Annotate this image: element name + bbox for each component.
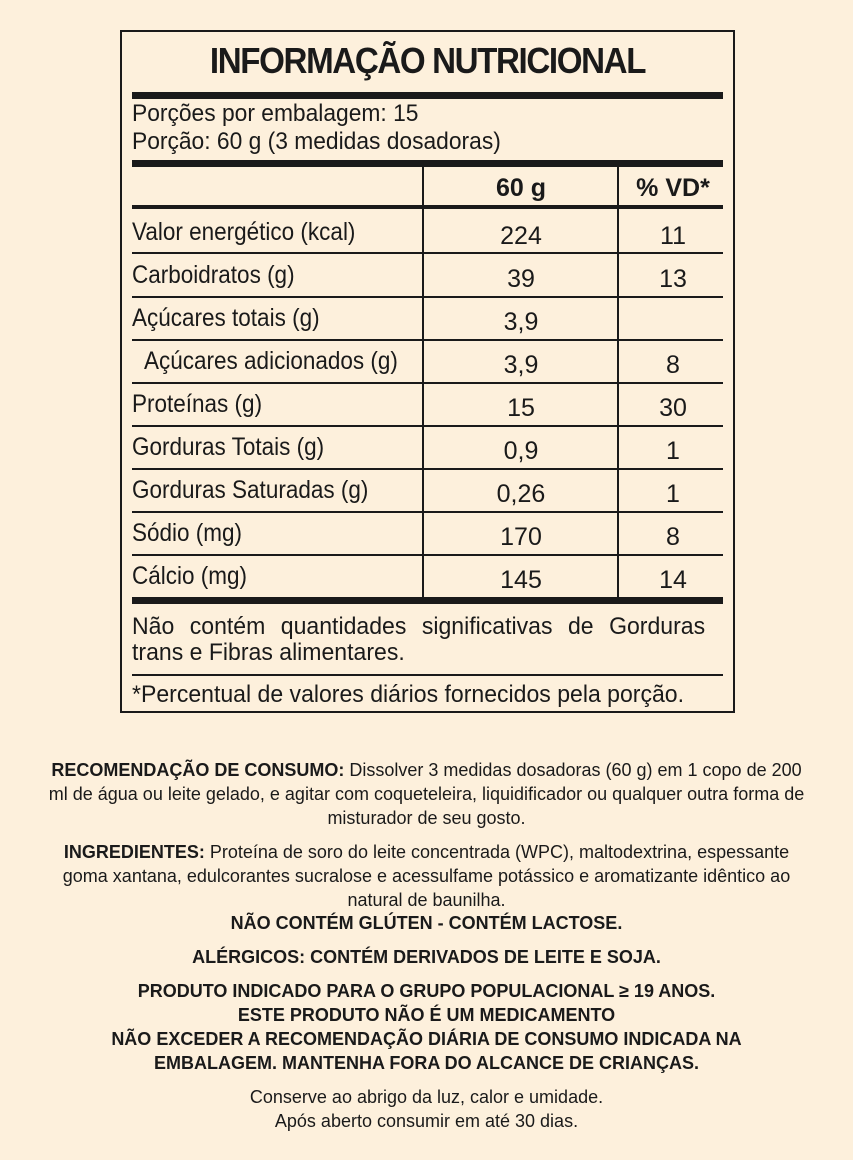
row-value: 0,26: [496, 480, 546, 508]
row-divider: [132, 674, 723, 676]
row-value: 3,9: [503, 308, 539, 336]
allergens-notice: ALÉRGICOS: CONTÉM DERIVADOS DE LEITE E SOJA.: [192, 947, 661, 967]
row-value: 15: [507, 394, 535, 422]
thick-divider: [132, 92, 723, 99]
recommendation-text: Dissolver 3 medidas dosadoras (60 g) em 1 copo de 200 ml de água ou leite gelado, e agitar com coqueteleira, liquidificador ou qualquer outra forma de misturador de seu gosto.: [48, 760, 805, 828]
row-label: Açúcares totais (g): [132, 304, 320, 332]
thick-divider: [132, 160, 723, 167]
storage-notice: Conserve ao abrigo da luz, calor e umidade.: [249, 1087, 604, 1107]
row-label: Açúcares adicionados (g): [144, 347, 398, 375]
ingredients-label: INGREDIENTES:: [63, 842, 205, 862]
row-divider: [132, 339, 723, 341]
header-divider: [132, 205, 723, 209]
not-medicine-notice: ESTE PRODUTO NÃO É UM MEDICAMENTO: [237, 1005, 616, 1025]
gluten-lactose-notice: NÃO CONTÉM GLÚTEN - CONTÉM LACTOSE.: [230, 913, 623, 933]
row-divider: [132, 554, 723, 556]
row-dv: 30: [659, 394, 687, 422]
row-divider: [132, 468, 723, 470]
row-label: Proteínas (g): [132, 390, 263, 418]
row-divider: [132, 511, 723, 513]
row-label: Valor energético (kcal): [132, 218, 356, 246]
column-header-dv: % VD*: [636, 174, 710, 202]
row-dv: 11: [660, 222, 686, 250]
recommendation-label: RECOMENDAÇÃO DE CONSUMO:: [51, 760, 345, 780]
row-divider: [132, 425, 723, 427]
after-opening-notice: Após aberto consumir em até 30 dias.: [274, 1111, 579, 1131]
row-value: 170: [500, 523, 542, 551]
row-label: Gorduras Saturadas (g): [132, 476, 369, 504]
table-title: INFORMAÇÃO NUTRICIONAL: [209, 40, 646, 81]
row-dv: 1: [666, 437, 680, 465]
row-divider: [132, 252, 723, 254]
row-divider: [132, 296, 723, 298]
row-label: Sódio (mg): [132, 519, 243, 547]
footnote-daily-values: *Percentual de valores diários fornecidos pela porção.: [132, 681, 685, 708]
row-dv: 8: [666, 351, 680, 379]
ingredients: [0, 840, 853, 912]
row-label: Gorduras Totais (g): [132, 433, 325, 461]
ingredients-text: Proteína de soro do leite concentrada (WPC), maltodextrina, espessante goma xantana, edulcorantes sucralose e acessulfame potássico e aromatizante idêntico ao natural de baunilha.: [62, 842, 791, 910]
thick-divider: [132, 597, 723, 604]
nutrition-facts-table: [120, 30, 735, 713]
row-dv: 14: [659, 566, 687, 594]
row-label: Cálcio (mg): [132, 562, 248, 590]
row-label: Carboidratos (g): [132, 261, 295, 289]
row-dv: 1: [666, 480, 680, 508]
row-value: 224: [500, 222, 542, 250]
row-dv: 8: [666, 523, 680, 551]
warning-notice: NÃO EXCEDER A RECOMENDAÇÃO DIÁRIA DE CONSUMO INDICADA NA EMBALAGEM. MANTENHA FORA DO ALCANCE DE CRIANÇAS.: [111, 1029, 742, 1073]
footnote-trans-fat: Não contém quantidades significativas de Gorduras trans e Fibras alimentares.: [132, 613, 706, 666]
row-divider: [132, 382, 723, 384]
row-value: 0,9: [503, 437, 539, 465]
row-value: 3,9: [503, 351, 539, 379]
row-value: 145: [500, 566, 542, 594]
row-dv: 13: [659, 265, 687, 293]
population-notice: PRODUTO INDICADO PARA O GRUPO POPULACIONAL ≥ 19 ANOS.: [137, 981, 716, 1001]
consumption-recommendation: [0, 758, 853, 830]
row-value: 39: [507, 265, 535, 293]
servings-per-package: Porções por embalagem: 15: [132, 100, 419, 127]
column-header-amount: 60 g: [495, 174, 547, 202]
serving-size: Porção: 60 g (3 medidas dosadoras): [132, 128, 501, 155]
